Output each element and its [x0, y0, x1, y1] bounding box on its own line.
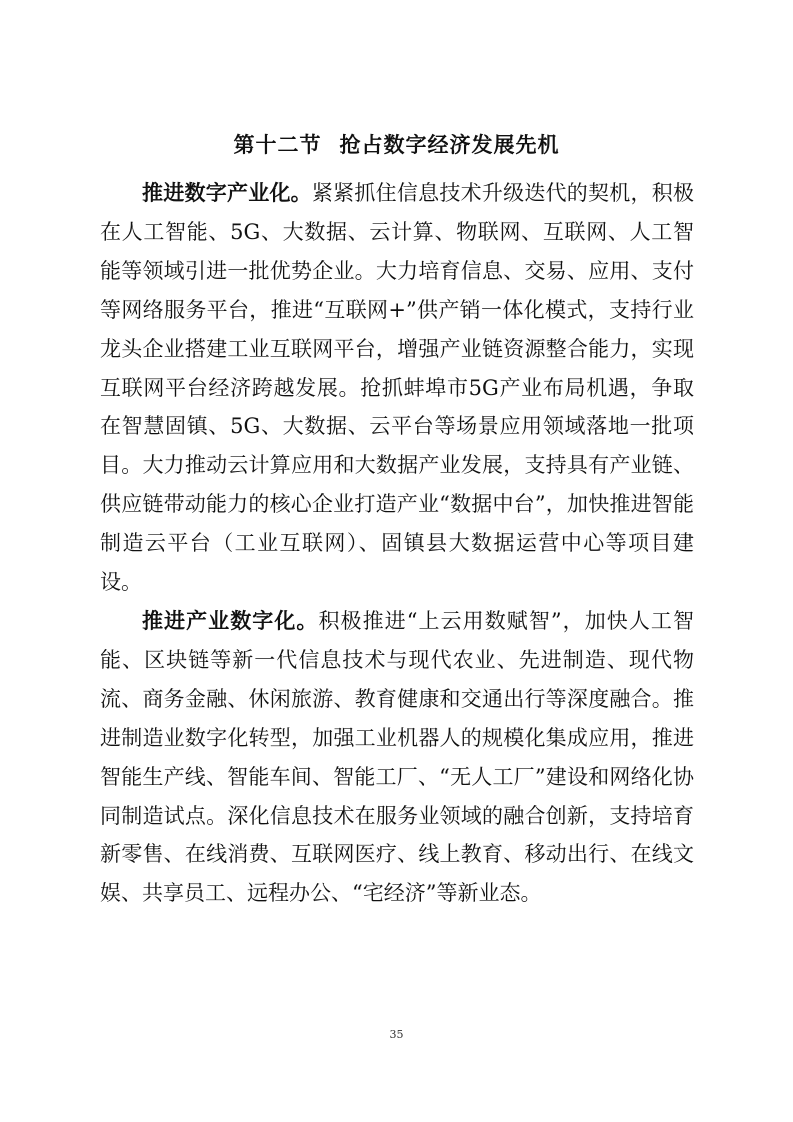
page-number: 35 — [389, 1028, 404, 1041]
paragraph-text: 积极推进“上云用数赋智”，加快人工智能、区块链等新一代信息技术与现代农业、先进制造、现代物流、商务金融、休闲旅游、教育健康和交通出行等深度融合。推进制造业数字化转型，加强工业机器人的规模化集成应用，推进智能生产线、智能车间、智能工厂、“无人工厂”建设和网络化协同制造试点。深化信息技术在服务业领域的融合创新，支持培育新零售、在线消费、互联网医疗、线上教育、移动出行、在线文娱、共享员工、远程办公、“宅经济”等新业态。 — [100, 608, 694, 906]
paragraph-industrial-digitalization — [100, 602, 694, 913]
section-number: 第十二节 — [233, 133, 322, 158]
paragraph-lead: 推进数字产业化。 — [142, 181, 312, 205]
paragraph-digital-industrialization — [100, 174, 694, 602]
paragraph-lead: 推进产业数字化。 — [142, 608, 319, 633]
paragraph-text: 紧紧抓住信息技术升级迭代的契机，积极在人工智能、5G、大数据、云计算、物联网、互联网、人工智能等领域引进一批优势企业。大力培育信息、交易、应用、支付等网络服务平台，推进“互联网+”供产销一体化模式，支持行业龙头企业搭建工业互联网平台，增强产业链资源整合能力，实现互联网平台经济跨越发展。抢抓蚌埠市5G产业布局机遇，争取在智慧固镇、5G、大数据、云平台等场景应用领域落地一批项目。大力推动云计算应用和大数据产业发展，支持具有产业链、供应链带动能力的核心企业打造产业“数据中台”，加快推进智能制造云平台（工业互联网）、固镇县大数据运营中心等项目建设。 — [100, 181, 695, 595]
section-heading: 抢占数字经济发展先机 — [339, 133, 560, 158]
body-text — [100, 174, 694, 913]
section-title — [0, 129, 793, 159]
